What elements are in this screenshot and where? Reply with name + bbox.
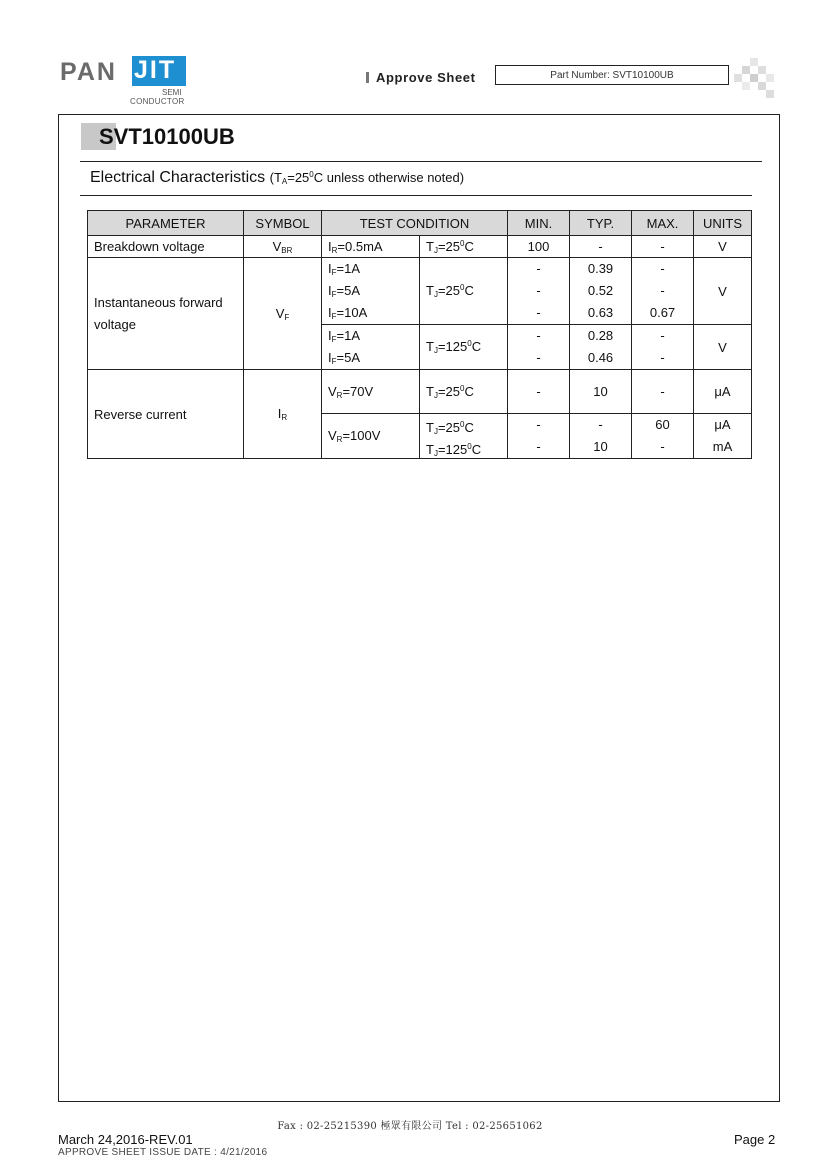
header-test-condition: TEST CONDITION [322, 211, 508, 236]
symbol-reverse-current: $I_R$ [244, 370, 322, 459]
condition-temperature: $T_J=25^0C$ [420, 236, 508, 258]
logo-pan-text: PAN [60, 58, 117, 86]
value-unit: V [694, 236, 752, 258]
value-max: - [632, 236, 694, 258]
header-parameter: PARAMETER [88, 211, 244, 236]
value-min: 100 [508, 236, 570, 258]
value-typ: - [570, 236, 632, 258]
title-divider [80, 161, 762, 162]
value-max: - - 0.67 [632, 258, 694, 325]
table-header-row [88, 211, 752, 236]
header-min: MIN. [508, 211, 570, 236]
value-typ: 10 [570, 370, 632, 414]
footer-contact: Fax : 02-25215390 極眾有限公司 Tel : 02-25651062 [277, 1121, 543, 1132]
table-row [88, 370, 752, 414]
approve-sheet-marker [366, 72, 369, 83]
parameter-breakdown: Breakdown voltage [88, 236, 244, 258]
logo-jit-text: JIT [134, 56, 177, 84]
condition-voltage: $V_R=100V$ [322, 414, 420, 459]
condition-currents [322, 325, 420, 370]
header-symbol: SYMBOL [244, 211, 322, 236]
condition-voltage: $V_R=70V$ [322, 370, 420, 414]
condition-currents [322, 258, 420, 325]
table-row [88, 236, 752, 258]
header-units: UNITS [694, 211, 752, 236]
symbol-forward-voltage: $V_F$ [244, 258, 322, 370]
section-note: ($T_A=25^0C$ unless otherwise noted) [269, 170, 465, 186]
value-unit: μA mA [694, 414, 752, 459]
footer-issue-date: APPROVE SHEET ISSUE DATE : 4/21/2016 [58, 1147, 268, 1158]
value-min: - [508, 370, 570, 414]
condition-temperatures [420, 414, 508, 459]
logo-conductor-text: CONDUCTOR [130, 97, 185, 106]
part-number-box: Part Number: SVT10100UB [495, 65, 729, 85]
symbol-breakdown: $V_{BR}$ [244, 236, 322, 258]
value-typ: - 10 [570, 414, 632, 459]
condition-current: $I_F=5A$ [328, 283, 361, 299]
value-max: - - [632, 325, 694, 370]
condition-current: $I_F=10A$ [328, 305, 368, 321]
header-typ: TYP. [570, 211, 632, 236]
header-max: MAX. [632, 211, 694, 236]
page-number: Page 2 [734, 1132, 776, 1147]
electrical-characteristics-table [87, 210, 752, 459]
table-row [88, 258, 752, 325]
value-min: - - [508, 325, 570, 370]
parameter-forward-voltage: Instantaneous forward voltage [88, 258, 244, 370]
logo-semi-text: SEMI [162, 88, 182, 97]
condition-temperature: $T_J=125^0C$ [426, 442, 482, 458]
value-typ: 0.28 0.46 [570, 325, 632, 370]
parameter-reverse-current: Reverse current [88, 370, 244, 459]
condition-current: $I_F=1A$ [328, 328, 361, 344]
value-max: - [632, 370, 694, 414]
condition-current: $I_F=5A$ [328, 350, 361, 366]
value-unit: V [694, 325, 752, 370]
condition-temperature: $T_J=25^0C$ [426, 420, 474, 436]
value-typ: 0.39 0.52 0.63 [570, 258, 632, 325]
footer-revision-date: March 24,2016-REV.01 [58, 1132, 193, 1147]
value-max: 60 - [632, 414, 694, 459]
part-title: SVT10100UB [99, 124, 235, 149]
decorative-squares-icon [734, 58, 774, 98]
section-divider [80, 195, 752, 196]
condition-temperature: $T_J=25^0C$ [420, 258, 508, 325]
section-title-text: Electrical Characteristics [90, 169, 266, 186]
condition-current: $I_R=0.5mA$ [322, 236, 420, 258]
value-unit: μA [694, 370, 752, 414]
condition-temperature: $T_J=25^0C$ [420, 370, 508, 414]
value-min: - - [508, 414, 570, 459]
value-unit: V [694, 258, 752, 325]
section-title [90, 169, 464, 187]
condition-temperature: $T_J=125^0C$ [420, 325, 508, 370]
approve-sheet-label: Approve Sheet [376, 70, 476, 85]
condition-current: $I_F=1A$ [328, 261, 361, 277]
value-min: - - - [508, 258, 570, 325]
